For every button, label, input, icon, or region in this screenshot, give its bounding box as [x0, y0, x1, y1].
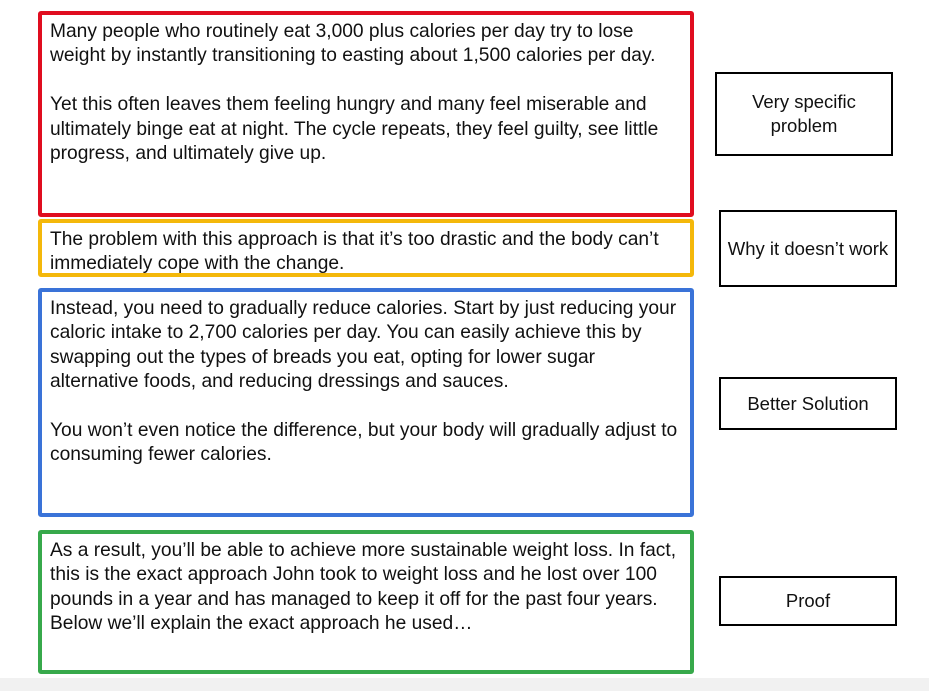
label-why-it-doesnt-work	[719, 210, 897, 287]
label-better-solution	[719, 377, 897, 430]
label-why-it-doesnt-work-text: Why it doesn’t work	[727, 237, 889, 259]
solution-paragraph-1: Instead, you need to gradually reduce calories. Start by just reducing your caloric intake to 2,700 calories per day. You can easily achieve this by swapping out the types of breads you eat, opting for lower sugar alternative foods, and reducing dressings and sauces.	[50, 298, 677, 393]
why-text-box	[38, 219, 694, 277]
label-better-solution-text: Better Solution	[747, 392, 869, 414]
label-proof-text: Proof	[785, 590, 831, 611]
proof-text-box	[38, 530, 694, 674]
label-very-specific-problem-text: Very specific problem	[752, 91, 856, 136]
problem-paragraph-2: Yet this often leaves them feeling hungry and many feel miserable and ultimately binge eat at night. The cycle repeats, they feel guilty, see little progress, and ultimately give up.	[50, 94, 659, 165]
solution-text-box	[38, 288, 694, 517]
bottom-strip	[0, 678, 929, 691]
why-paragraph-1: The problem with this approach is that it’s too drastic and the body can’t immediately cope with the change.	[50, 229, 659, 275]
proof-paragraph-1: As a result, you’ll be able to achieve more sustainable weight loss. In fact, this is the exact approach John took to weight loss and he lost over 100 pounds in a year and has managed to keep it off for the past four years. Below we’ll explain the exact approach he used…	[50, 540, 677, 635]
problem-paragraph-1: Many people who routinely eat 3,000 plus calories per day try to lose weight by instantly transitioning to easting about 1,500 calories per day.	[50, 21, 656, 67]
problem-text-box	[38, 11, 694, 217]
solution-paragraph-2: You won’t even notice the difference, but your body will gradually adjust to consuming fewer calories.	[50, 420, 678, 466]
label-proof	[719, 576, 897, 626]
label-very-specific-problem	[715, 72, 893, 156]
